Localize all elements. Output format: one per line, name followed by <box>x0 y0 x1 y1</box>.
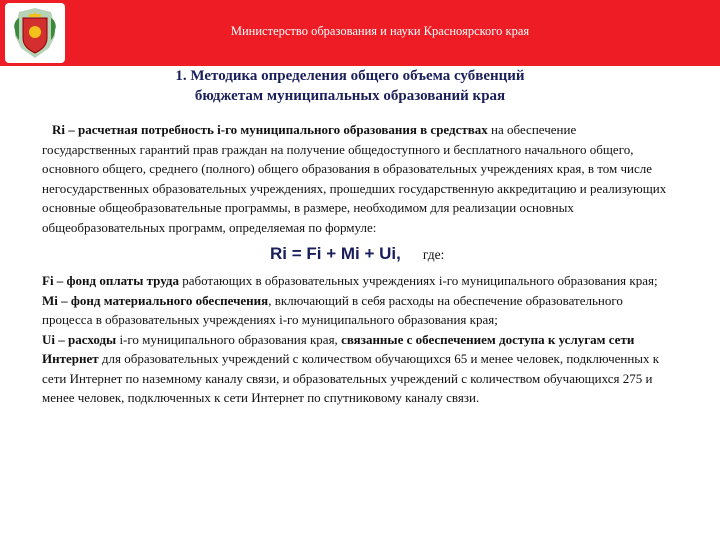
formula-where: где: <box>422 247 445 262</box>
ri-description: на обеспечение государственных гарантий прав граждан на получение общедоступного и бесплатного начального общего, основного общего, среднего (полного) общего образования в образовательных учреждениях края, в том числе негосударственных образовательных учреждениях, прошедших государственную аккредитацию и реализующих основные общеобразовательные программы, в размере, необходимом для реализации основных общеобразовательных программ, определяемая по формуле: <box>42 122 667 235</box>
slide-title-line1: 1. Методика определения общего объема субвенций <box>175 68 525 84</box>
slide-title-line2: бюджетам муниципальных образований края <box>194 88 506 104</box>
mi-term: Mi – фонд материального обеспечения <box>42 292 269 308</box>
intro-paragraph <box>42 120 672 237</box>
formula-expression: Ri = Fi + Mi + Ui, <box>270 244 401 263</box>
ui-emphasis: связанные с обеспечением доступа к услугам сети Интернет <box>42 331 635 366</box>
ui-description-1: i-го муниципального образования края, <box>116 331 342 347</box>
mi-definition <box>42 291 672 330</box>
ui-description-2: для образовательных учреждений с количеством обучающихся 65 и менее человек, подключенных к сети Интернет по наземному каналу связи, и образовательных учреждений с количеством обучающихся 275 и менее человек, подключенных к сети Интернет по спутниковому каналу связи. <box>42 351 660 405</box>
ministry-name: Министерство образования и науки Красноярского края <box>230 24 530 38</box>
coat-of-arms-icon <box>11 6 59 60</box>
content-body <box>42 120 672 408</box>
ui-term: Ui – расходы <box>42 331 117 347</box>
fi-definition <box>42 271 672 291</box>
formula <box>42 241 672 268</box>
fi-description: работающих в образовательных учреждениях i-го муниципального образования края; <box>178 273 658 288</box>
ri-term: Ri – расчетная потребность i-го муниципального образования в средствах <box>52 122 488 137</box>
slide-title <box>90 66 610 106</box>
mi-description: , включающий в себя расходы на обеспечение образовательного процесса в образовательных учреждениях i-го муниципального образования края; <box>42 292 623 327</box>
fi-term: Fi – фонд оплаты труда <box>42 273 179 288</box>
logo <box>5 3 65 63</box>
ui-definition <box>42 330 672 408</box>
header-bar <box>0 0 720 66</box>
